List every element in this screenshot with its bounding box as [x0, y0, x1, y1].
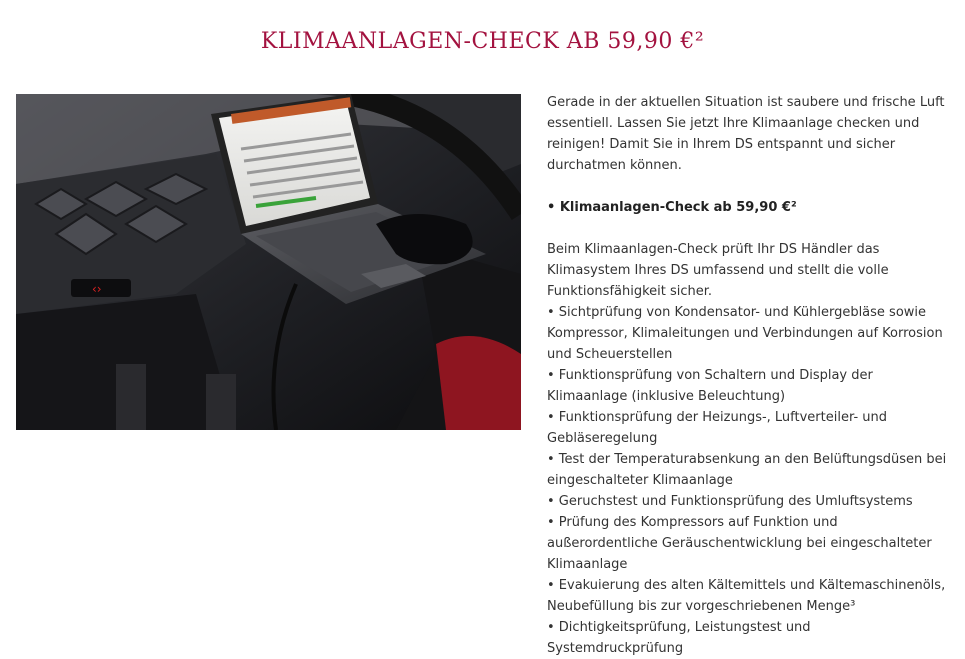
- svg-text:‹›: ‹›: [92, 282, 102, 296]
- check-item: • Test der Temperaturabsenkung an den Belüftungsdüsen bei eingeschalteter Klimaanlage: [547, 452, 947, 488]
- check-item: • Funktionsprüfung der Heizungs-, Luftverteiler- und Gebläseregelung: [547, 410, 888, 446]
- check-item: • Sichtprüfung von Kondensator- und Kühlergebläse sowie Kompressor, Klimaleitungen und Verbindungen auf Korrosion und Scheuerstellen: [547, 305, 943, 362]
- check-item: • Geruchstest und Funktionsprüfung des Umluftsystems: [547, 494, 913, 509]
- service-photo: [16, 94, 521, 430]
- check-item: • Prüfung des Kompressors auf Funktion und außerordentliche Geräuschentwicklung bei eingeschalteter Klimaanlage: [547, 515, 932, 572]
- intro-text: Gerade in der aktuellen Situation ist saubere und frische Luft essentiell. Lassen Sie jetzt Ihre Klimaanlage checken und reinigen! Damit Sie in Ihrem DS entspannt und sicher durchatmen können.: [547, 95, 945, 173]
- highlight-text: • Klimaanlagen-Check ab 59,90 €²: [547, 200, 797, 215]
- content-column: [547, 92, 947, 659]
- check-item: • Dichtigkeitsprüfung, Leistungstest und Systemdruckprüfung: [547, 620, 811, 656]
- description-text: Beim Klimaanlagen-Check prüft Ihr DS Händler das Klimasystem Ihres DS umfassend und stellt die volle Funktionsfähigkeit sicher.: [547, 242, 889, 299]
- check-item: • Funktionsprüfung von Schaltern und Display der Klimaanlage (inklusive Beleuchtung): [547, 368, 873, 404]
- page-title: KLIMAANLAGEN-CHECK AB 59,90 €²: [260, 28, 705, 54]
- check-item: • Evakuierung des alten Kältemittels und Kältemaschinenöls, Neubefüllung bis zur vorgeschriebenen Menge³: [547, 578, 946, 614]
